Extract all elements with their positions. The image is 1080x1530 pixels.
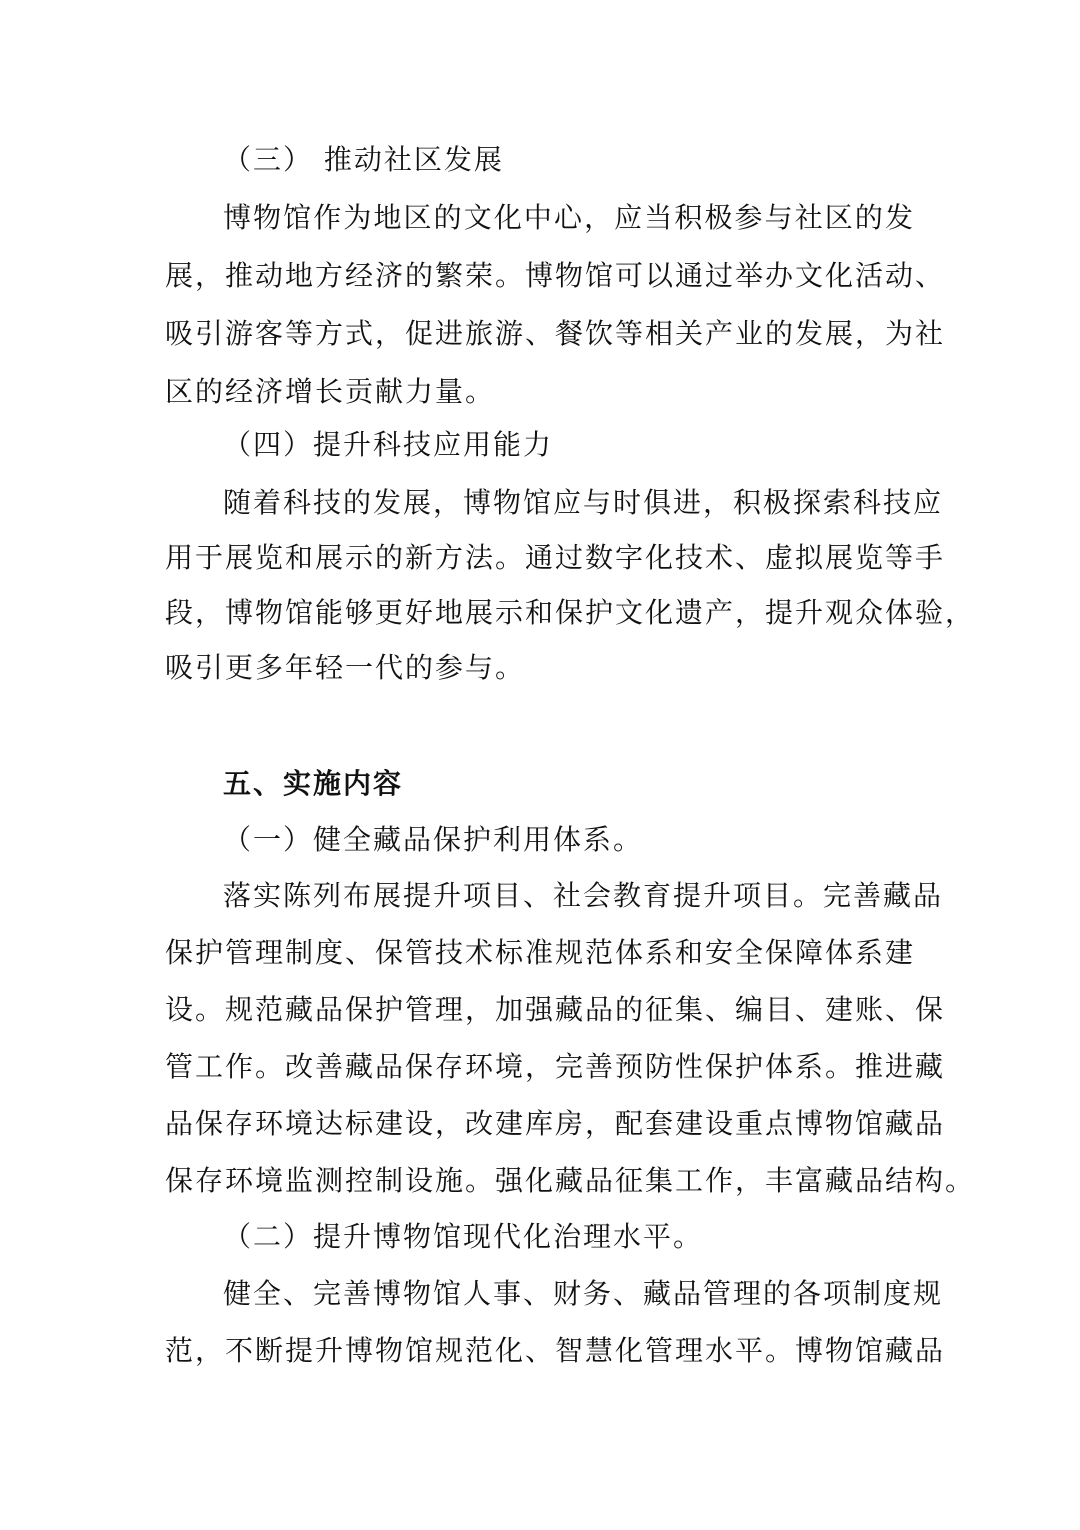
section-heading-4: （四）提升科技应用能力 [223, 428, 554, 461]
section-heading-3: （三） 推动社区发展 [223, 143, 504, 176]
document-page [165, 0, 976, 1530]
paragraph-line: 随着科技的发展，博物馆应与时俱进，积极探索科技应 [223, 486, 944, 519]
paragraph-line: 展，推动地方经济的繁荣。博物馆可以通过举办文化活动、 [165, 259, 946, 292]
paragraph-line: 保护管理制度、保管技术标准规范体系和安全保障体系建 [165, 936, 916, 969]
paragraph-line: 吸引游客等方式，促进旅游、餐饮等相关产业的发展，为社 [165, 317, 946, 350]
paragraph-line: 设。规范藏品保护管理，加强藏品的征集、编目、建账、保 [165, 993, 946, 1026]
paragraph-line: 保存环境监测控制设施。强化藏品征集工作，丰富藏品结构。 [165, 1164, 976, 1197]
paragraph-line: 落实陈列布展提升项目、社会教育提升项目。完善藏品 [223, 879, 944, 912]
part-title-5: 五、实施内容 [223, 767, 404, 800]
paragraph-line: 范，不断提升博物馆规范化、智慧化管理水平。博物馆藏品 [165, 1334, 946, 1367]
subsection-heading-2: （二）提升博物馆现代化治理水平。 [223, 1220, 704, 1253]
paragraph-line: 吸引更多年轻一代的参与。 [165, 651, 526, 684]
paragraph-line: 管工作。改善藏品保存环境，完善预防性保护体系。推进藏 [165, 1050, 946, 1083]
paragraph-line: 品保存环境达标建设，改建库房，配套建设重点博物馆藏品 [165, 1107, 946, 1140]
paragraph-line: 博物馆作为地区的文化中心，应当积极参与社区的发 [223, 201, 915, 234]
subsection-heading-1: （一）健全藏品保护利用体系。 [223, 823, 644, 856]
paragraph-line: 段，博物馆能够更好地展示和保护文化遗产，提升观众体验， [165, 596, 976, 629]
paragraph-line: 区的经济增长贡献力量。 [165, 375, 496, 408]
paragraph-line: 用于展览和展示的新方法。通过数字化技术、虚拟展览等手 [165, 541, 946, 574]
paragraph-line: 健全、完善博物馆人事、财务、藏品管理的各项制度规 [223, 1277, 944, 1310]
